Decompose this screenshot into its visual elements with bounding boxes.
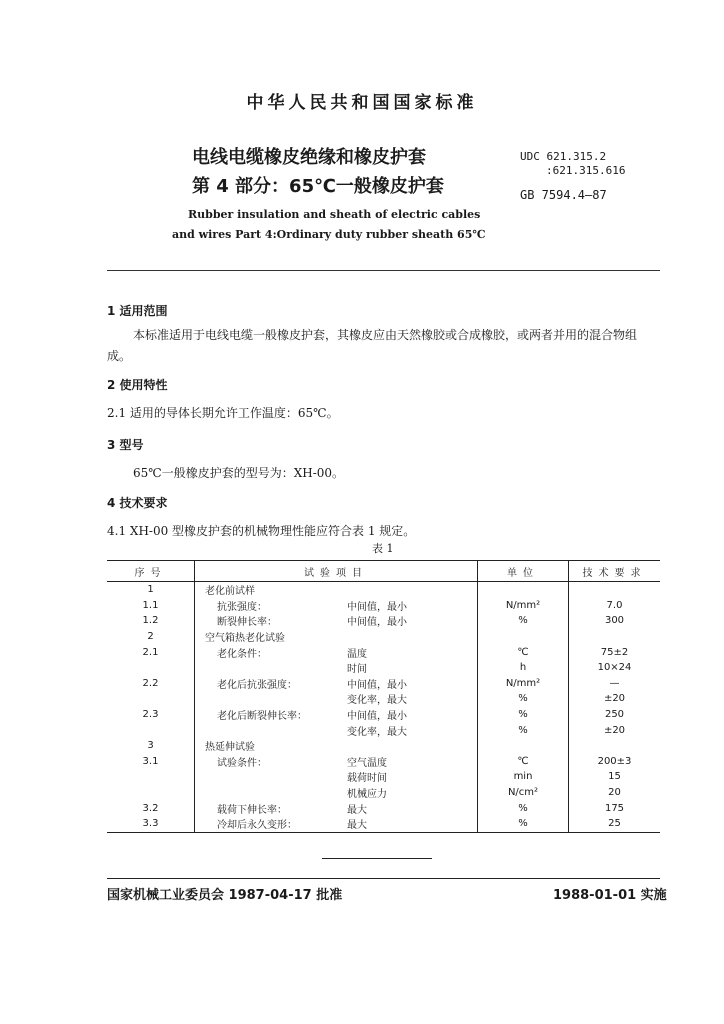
col-header-unit: 单位 [478,561,569,582]
section-1-text: 本标准适用于电线电缆一般橡皮护套，其橡皮应由天然橡胶或合成橡胶，或两者并用的混合物组成。 [107,328,638,363]
row-item: 冷却后永久变形： [195,816,348,832]
en-title-line1: Rubber insulation and sheath of electric cables [188,208,481,221]
footer-divider [107,878,660,879]
row-requirement [569,738,661,754]
row-unit: % [478,800,569,816]
footer-short-rule [322,858,432,859]
row-unit: N/mm² [478,598,569,614]
row-unit: h [478,660,569,676]
row-sub-item: 中间值，最小 [347,711,407,723]
section-2-heading: 2 使用特性 [107,378,168,392]
row-unit [478,738,569,754]
row-item [195,785,348,801]
row-item: 载荷下伸长率： [217,804,287,816]
row-number: 2.3 [107,707,195,723]
table-caption: 表 1 [372,542,394,555]
row-number: 1 [107,582,195,598]
row-sub-item: 变化率，最大 [347,695,407,707]
row-sub-item: 温度 [347,648,367,660]
row-sub-item [347,738,478,754]
effective-date: 1988-01-01 实施 [553,888,667,903]
spec-table [107,560,660,833]
table-row [107,769,660,785]
row-sub-item: 中间值，最小 [347,601,407,613]
row-number: 1.1 [107,598,195,614]
row-requirement: 175 [604,802,625,814]
row-unit: % [478,707,569,723]
row-number [107,769,195,785]
row-requirement: 200±3 [597,755,632,767]
row-number [107,722,195,738]
row-item: 老化条件： [217,648,267,660]
table-row [107,676,660,692]
table-row [107,816,660,832]
row-sub-item: 最大 [347,816,478,832]
row-requirement: ±20 [603,693,626,705]
row-number: 1.2 [107,613,195,629]
row-item: 老化后断裂伸长率： [217,711,307,723]
row-number: 2.1 [107,644,195,660]
table-row [107,582,660,598]
row-requirement: 10×24 [597,662,632,674]
udc-code-line1: UDC 621.315.2 [520,150,607,163]
row-requirement: 250 [604,709,625,721]
udc-code-line2: :621.315.616 [546,164,626,177]
section-1-heading: 1 适用范围 [107,304,168,318]
row-unit: % [478,691,569,707]
table-header-row [107,561,660,582]
table-row [107,800,660,816]
row-item [195,722,348,738]
col-header-no: 序号 [107,561,195,582]
row-number: 3.3 [107,816,195,832]
row-item: 老化前试样 [205,586,255,598]
table-row [107,691,660,707]
row-item: 热延伸试验 [205,742,255,754]
table-row [107,660,660,676]
standard-title: 中华人民共和国国家标准 [246,93,478,113]
row-requirement [569,629,661,645]
row-unit: % [478,722,569,738]
row-item: 试验条件： [217,757,267,769]
row-sub-item: 时间 [347,664,367,676]
row-sub-item: 最大 [347,804,367,816]
section-4-heading: 4 技术要求 [107,496,168,510]
table-row [107,644,660,660]
row-requirement: ±20 [603,724,626,736]
row-sub-item [347,629,478,645]
row-item: 老化后抗张强度： [217,679,297,691]
row-unit [478,582,569,598]
approval-date: 国家机械工业委员会 1987-04-17 批准 [107,888,343,903]
row-requirement: 7.0 [606,599,623,611]
row-requirement: — [609,677,620,689]
section-2-1-text: 2.1 适用的导体长期允许工作温度：65℃。 [107,406,339,420]
table-row [107,707,660,723]
row-unit: % [478,613,569,629]
row-number [107,660,195,676]
row-number: 3.2 [107,800,195,816]
row-sub-item [347,582,478,598]
en-title-line2: and wires Part 4:Ordinary duty rubber sheath 65℃ [172,228,486,241]
row-unit: ℃ [478,644,569,660]
row-requirement: 75±2 [600,646,629,658]
row-number: 3 [107,738,195,754]
section-4-1-text: 4.1 XH-00 型橡皮护套的机械物理性能应符合表 1 规定。 [107,524,416,538]
row-number [107,691,195,707]
row-number: 2.2 [107,676,195,692]
table-row [107,613,660,629]
row-unit: ℃ [478,754,569,770]
table-row [107,738,660,754]
row-item [195,769,348,785]
row-number [107,785,195,801]
row-item [195,691,348,707]
row-requirement: 15 [608,771,621,783]
gb-number: GB 7594.4—87 [520,188,607,202]
row-item [195,660,348,676]
row-requirement: 300 [604,615,625,627]
row-unit: % [478,816,569,832]
table-row [107,754,660,770]
row-item: 抗张强度： [217,601,267,613]
table-row [107,598,660,614]
cn-title-line2: 第 4 部分：65℃一般橡皮护套 [192,176,444,197]
section-3-text: 65℃一般橡皮护套的型号为：XH-00。 [133,466,345,480]
row-requirement [569,582,661,598]
row-sub-item: 机械应力 [347,789,387,801]
row-sub-item: 空气温度 [347,757,387,769]
row-sub-item: 中间值，最小 [347,679,407,691]
row-unit: min [478,769,569,785]
section-3-heading: 3 型号 [107,438,144,452]
row-unit: N/cm² [478,785,569,801]
col-header-item: 试验项目 [195,561,478,582]
row-item: 空气箱热老化试验 [205,633,285,645]
cn-title-line1: 电线电缆橡皮绝缘和橡皮护套 [192,147,426,168]
table-row [107,722,660,738]
row-sub-item: 载荷时间 [347,773,387,785]
row-number: 3.1 [107,754,195,770]
row-requirement: 25 [569,816,661,832]
row-sub-item: 变化率，最大 [347,726,407,738]
col-header-req: 技术要求 [569,561,661,582]
row-unit [478,629,569,645]
table-row [107,629,660,645]
row-number: 2 [107,629,195,645]
row-unit: N/mm² [478,676,569,692]
row-sub-item: 中间值，最小 [347,617,407,629]
header-divider [107,270,660,271]
row-requirement: 20 [608,787,621,799]
table-row [107,785,660,801]
row-item: 断裂伸长率： [217,617,277,629]
